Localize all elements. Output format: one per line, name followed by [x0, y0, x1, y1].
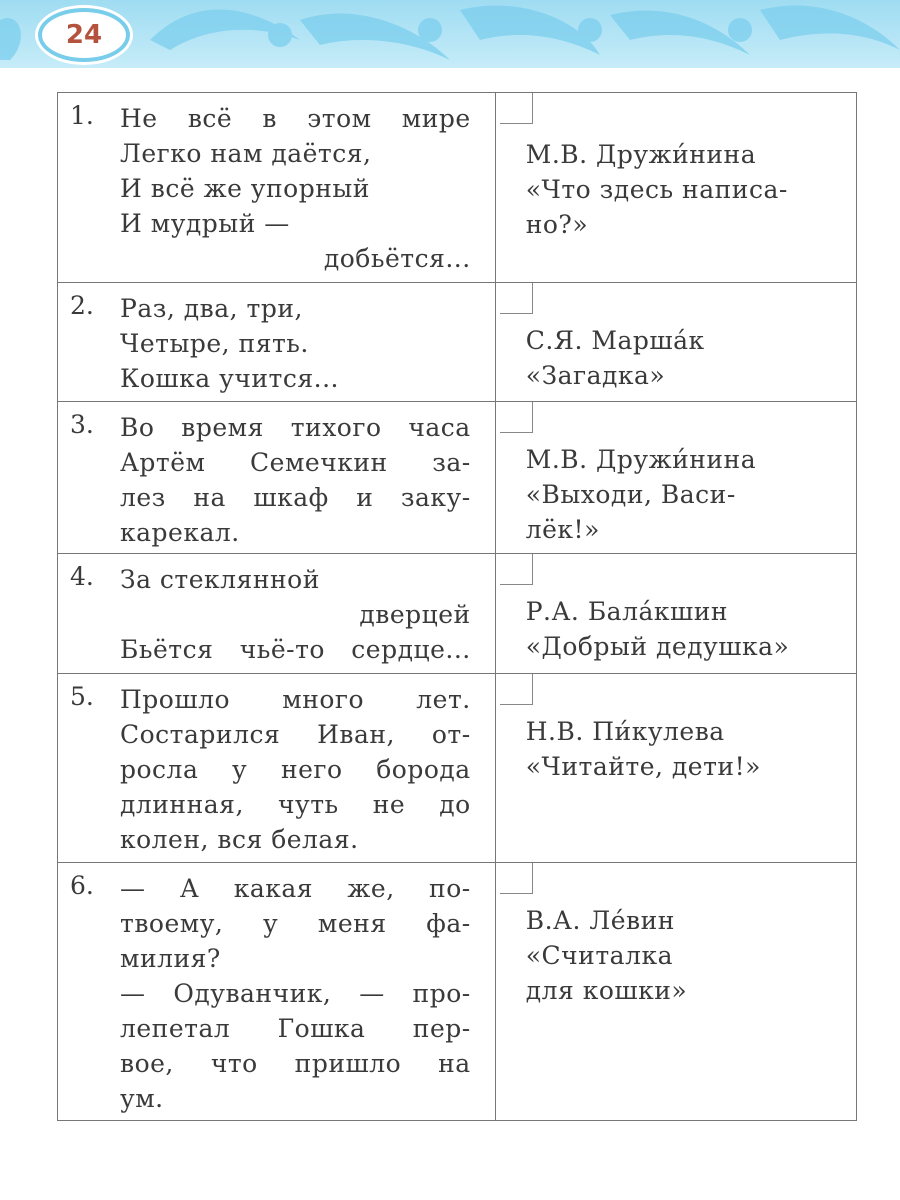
author-cell — [495, 93, 856, 283]
excerpt-line: Артём Семечкин за- — [120, 448, 471, 477]
table-row — [58, 283, 857, 402]
excerpt-line: Четыре, пять. — [120, 329, 309, 358]
table-row — [58, 93, 857, 283]
row-number: 3. — [70, 410, 94, 439]
table-row — [58, 863, 857, 1121]
row-number: 4. — [70, 562, 94, 591]
author-name: М.В. Дружи́нина — [525, 140, 757, 169]
excerpt-cell — [58, 283, 496, 402]
work-title: «Загадка» — [525, 361, 666, 390]
author-name: В.А. Ле́вин — [525, 906, 675, 935]
table-row — [58, 402, 857, 554]
answer-checkbox[interactable] — [500, 283, 533, 314]
excerpt-cell — [58, 674, 496, 863]
ornament-icon — [0, 0, 900, 68]
excerpt-line: дверцей — [359, 600, 471, 629]
excerpt-line: длинная, чуть не до — [120, 790, 471, 819]
excerpt-line: Легко нам даётся, — [120, 139, 372, 168]
excerpt-line: Кошка учится... — [120, 364, 339, 393]
page-number: 24 — [38, 8, 130, 62]
excerpt-text — [120, 93, 471, 276]
excerpt-line: колен, вся белая. — [120, 825, 359, 854]
excerpt-line: твоему, у меня фа- — [120, 909, 471, 938]
work-title: лёк!» — [525, 515, 600, 544]
excerpt-cell — [58, 554, 496, 674]
excerpt-line: Прошло много лет. — [120, 685, 471, 714]
excerpt-line: карекал. — [120, 518, 240, 547]
author-cell — [495, 674, 856, 863]
row-number: 5. — [70, 682, 94, 711]
answer-checkbox[interactable] — [500, 674, 533, 705]
excerpt-line: — Одуванчик, — про- — [120, 979, 471, 1008]
work-title: «Выходи, Васи- — [525, 480, 736, 509]
excerpt-cell — [58, 93, 496, 283]
excerpt-line: милия? — [120, 944, 221, 973]
excerpt-line: лез на шкаф и заку- — [120, 483, 471, 512]
excerpt-line: росла у него борода — [120, 755, 471, 784]
author-name: С.Я. Марша́к — [525, 326, 705, 355]
excerpt-line: Раз, два, три, — [120, 294, 303, 323]
work-title: «Считалка — [525, 941, 673, 970]
excerpt-line: добьётся... — [323, 244, 471, 273]
work-title: «Что здесь написа- — [525, 175, 788, 204]
excerpt-cell — [58, 863, 496, 1121]
table-row — [58, 674, 857, 863]
author-name: Р.А. Бала́кшин — [525, 597, 729, 626]
table-row — [58, 554, 857, 674]
answer-checkbox[interactable] — [500, 554, 533, 585]
author-cell — [495, 863, 856, 1121]
work-title: «Добрый дедушка» — [525, 632, 790, 661]
work-title: для кошки» — [525, 976, 688, 1005]
excerpt-line: вое, что пришло на — [120, 1049, 471, 1078]
decorative-banner — [0, 0, 900, 68]
author-cell — [495, 554, 856, 674]
work-title: но?» — [525, 210, 589, 239]
author-name: М.В. Дружи́нина — [525, 445, 757, 474]
excerpt-line: Состарился Иван, от- — [120, 720, 471, 749]
answer-checkbox[interactable] — [500, 93, 533, 124]
excerpt-line: лепетал Гошка пер- — [120, 1014, 471, 1043]
excerpt-line: И всё же упорный — [120, 174, 370, 203]
matching-table — [57, 92, 857, 1121]
excerpt-line: — А какая же, по- — [120, 874, 471, 903]
author-cell — [495, 402, 856, 554]
excerpt-line: ум. — [120, 1084, 164, 1113]
excerpt-line: И мудрый — — [120, 209, 290, 238]
excerpt-cell — [58, 402, 496, 554]
excerpt-line: Не всё в этом мире — [120, 104, 471, 133]
row-number: 2. — [70, 291, 94, 320]
work-title: «Читайте, дети!» — [525, 752, 761, 781]
author-cell — [495, 283, 856, 402]
excerpt-line: Бьётся чьё-то сердце... — [120, 635, 471, 664]
answer-checkbox[interactable] — [500, 402, 533, 433]
answer-checkbox[interactable] — [500, 863, 533, 894]
excerpt-line: За стеклянной — [120, 565, 320, 594]
row-number: 1. — [70, 101, 94, 130]
row-number: 6. — [70, 871, 94, 900]
excerpt-line: Во время тихого часа — [120, 413, 471, 442]
author-name: Н.В. Пи́кулева — [525, 717, 725, 746]
